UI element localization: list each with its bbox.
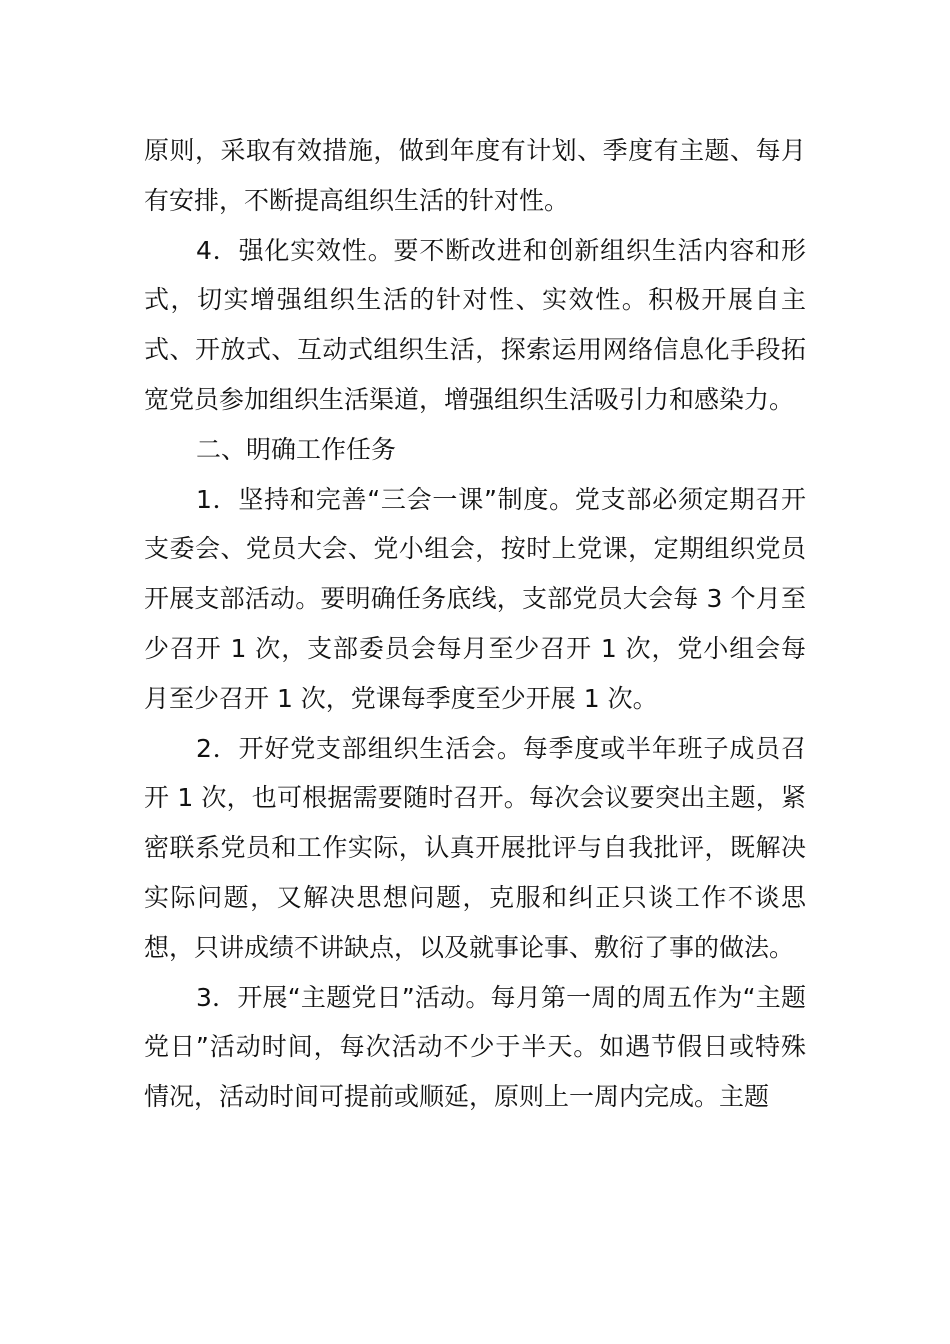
paragraph-strengthen-effectiveness: 4．强化实效性。要不断改进和创新组织生活内容和形式，切实增强组织生活的针对性、实效性。积极开展自主式、开放式、互动式组织生活，探索运用网络信息化手段拓宽党员参加组织生活渠道，增强组织生活吸引力和感染力。 (144, 235, 806, 414)
paragraph-three-meetings-one-lesson: 1．坚持和完善“三会一课”制度。党支部必须定期召开支委会、党员大会、党小组会，按时上党课，定期组织党员开展支部活动。要明确任务底线，支部党员大会每 3 个月至少召开 1 次，支部委员会每月至少召开 1 次，党小组会每月至少召开 1 次，党课每季度至少开展 1 次。 (144, 484, 806, 713)
paragraph-principle-continuation: 原则，采取有效措施，做到年度有计划、季度有主题、每月有安排，不断提高组织生活的针对性。 (144, 136, 806, 215)
paragraph-theme-party-day: 3．开展“主题党日”活动。每月第一周的周五作为“主题党日”活动时间，每次活动不少于半天。如遇节假日或特殊情况，活动时间可提前或顺延，原则上一周内完成。主题 (144, 982, 806, 1112)
document-body (144, 126, 806, 1122)
paragraph-organizational-life-meeting: 2．开好党支部组织生活会。每季度或半年班子成员召开 1 次，也可根据需要随时召开。每次会议要突出主题，紧密联系党员和工作实际，认真开展批评与自我批评，既解决实际问题，又解决思想问题，克服和纠正只谈工作不谈思想，只讲成绩不讲缺点，以及就事论事、敷衍了事的做法。 (144, 733, 806, 962)
section-heading-work-tasks: 二、明确工作任务 (196, 434, 397, 464)
